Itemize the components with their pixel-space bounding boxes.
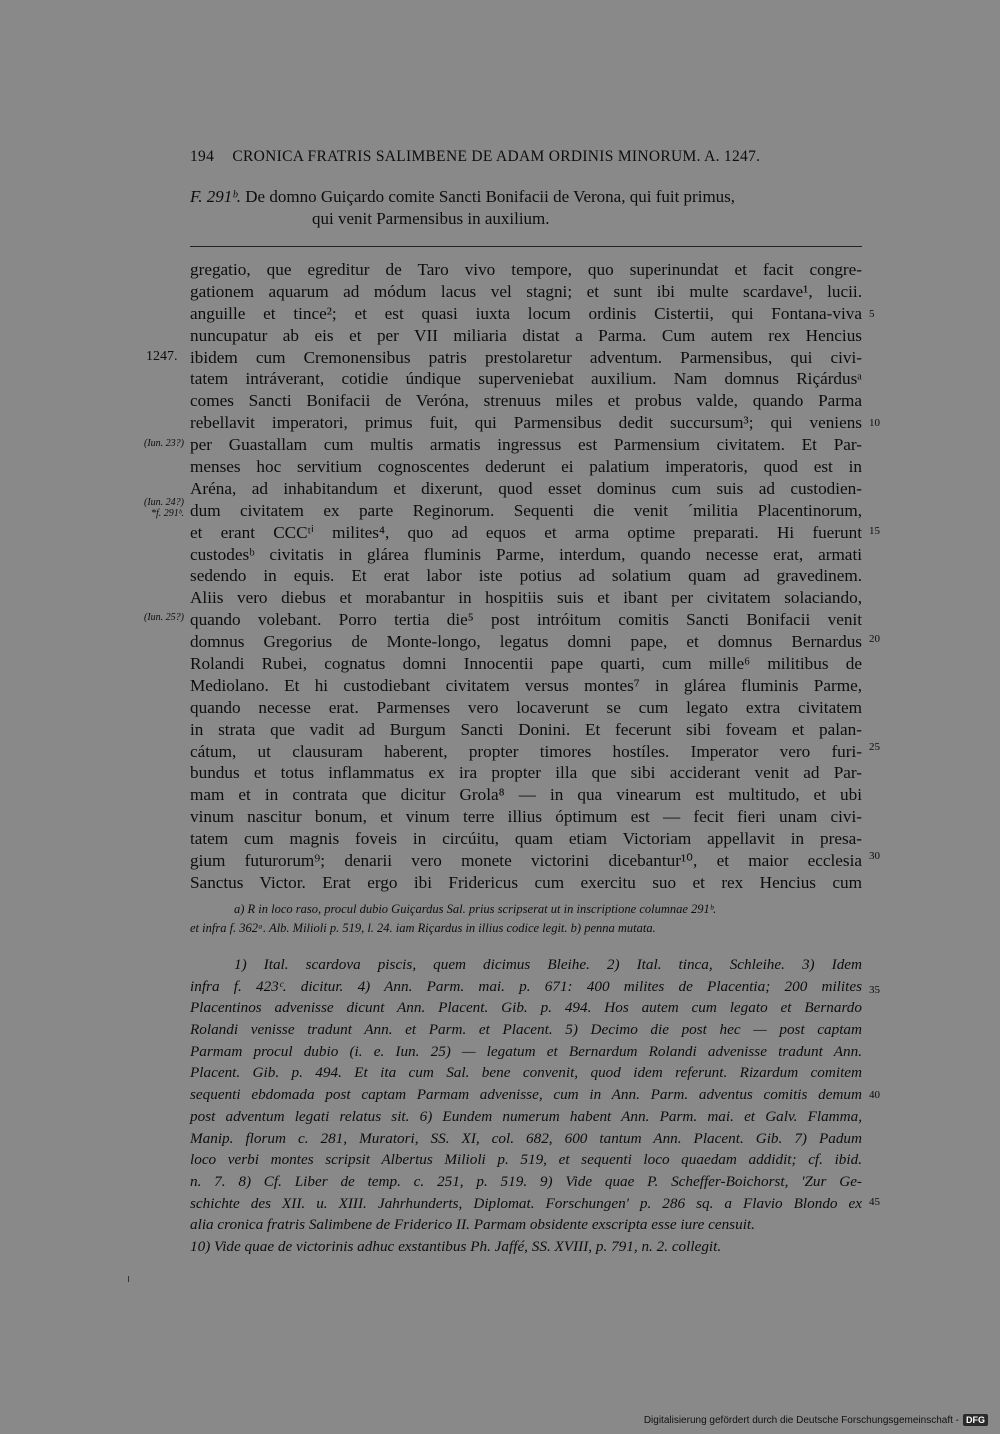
text-line: gium futurorum⁹; denarii vero monete victorini dicebantur¹⁰, et maior ecclesia [190,851,862,871]
footnote-line: Rolandi venisse tradunt Ann. et Parm. et Placent. 5) Decimo die post hec — post captam [190,1021,862,1039]
footnote-line: 1) Ital. scardova piscis, quem dicimus Bleihe. 2) Ital. tinca, Schleihe. 3) Idem [234,956,862,973]
text-line: Mediolano. Et hi custodiebant civitatem versus montes⁷ in glárea fluminis Parme, [190,675,862,695]
text-line: Aliis vero diebus et morabantur in hospitiis suis et ibant per civitatem solaciando, [190,588,862,608]
line-number: 10 [869,417,880,429]
footnote-line: loco verbi montes scripsit Albertus Milioli p. 519, et sequenti loco quaedam addidit; cf. ibid. [190,1151,862,1169]
heading-rule [190,246,862,247]
margin-note: *f. 291ᵇ. [151,508,184,519]
text-line: et erant CCCᵗⁱ milites⁴, quo ad equos et arma optime preparati. Hi fuerunt [190,522,862,542]
margin-note: (Iun. 25?) [144,612,184,623]
text-line: Aréna, ad inhabitandum et dixerunt, quod esset dominus cum suis ad custodien- [190,478,862,498]
text-line: tatem intráverant, cotidie úndique superveniebat auxilium. Nam domnus Riçárdusᵃ [190,369,862,389]
text-line: bundus et totus inflammatus ex ira propter illa que sibi acciderant venit ad Par- [190,763,862,783]
heading-line-1: De domno Guiçardo comite Sancti Bonifacii de Verona, qui fuit primus, [245,187,736,206]
text-line: gationem aquarum ad módum lacus vel stagni; et sunt ibi multe scardave¹, lucii. [190,281,862,301]
text-line: in strata que vadit ad Burgum Sancti Donini. Et fecerunt sibi foveam et palan- [190,719,862,739]
folio-ref: F. 291ᵇ. [190,187,242,206]
dfg-logo-icon: DFG [963,1414,988,1426]
text-line: menses hoc servitium cognoscentes dederunt ei palatium imperatoris, quod est in [190,457,862,477]
footnote-line: schichte des XII. u. XIII. Jahrhunderts, Diplomat. Forschungen' p. 286 sq. a Flavio Blondo ex [190,1194,862,1212]
margin-note: (Iun. 24?) [144,497,184,508]
footnote-line: alia cronica fratris Salimbene de Friderico II. Parmam obsidente exscripta esse iure censuit. [190,1216,755,1234]
footnote-line: Placentinos advenisse dicunt Ann. Placent. Gib. p. 494. Hos autem cum legato et Bernardo [190,999,862,1017]
line-number: 25 [869,741,880,753]
text-line: tatem cum magnis foveis in circúitu, quam etiam Victoriam appellavit in presa- [190,829,862,849]
text-line: vinum nascitur bonum, et vinum terre illius óptimum est — fecit fieri unam civi- [190,807,862,827]
line-number: 15 [869,525,880,537]
footer-text: Digitalisierung gefördert durch die Deutsche Forschungsgemeinschaft - [643,1414,959,1426]
line-number: 40 [869,1089,880,1101]
line-number: 35 [869,984,880,996]
footnote-line: n. 7. 8) Cf. Liber de temp. c. 251, p. 519. 9) Vide quae P. Scheffer-Boichorst, 'Zur Ge- [190,1172,862,1190]
chapter-heading [190,186,870,230]
text-line: comes Sancti Bonifacii de Veróna, strenuus miles et probus valde, quando Parma [190,391,862,411]
running-title: CRONICA FRATRIS SALIMBENE DE ADAM ORDINIS MINORUM. A. 1247. [232,148,761,165]
footnote-line: infra f. 423ᶜ. dicitur. 4) Ann. Parm. mai. p. 671: 400 milites de Placentia; 200 milites [190,977,862,995]
line-number: 30 [869,850,880,862]
line-number: 45 [869,1196,880,1208]
text-line: nuncupatur ab eis et per VII miliaria distat a Parma. Cum autem rex Hencius [190,325,862,345]
margin-year: 1247. [146,349,178,364]
margin-note: (Iun. 23?) [144,438,184,449]
text-line: Rolandi Rubei, cognatus domni Innocentii pape quarti, cum mille⁶ militibus de [190,654,862,674]
page-number: 194 [190,148,215,165]
footnote-line: Parmam procul dubio (i. e. Iun. 25) — legatum et Bernardum Rolandi advenisse tradunt Ann. [190,1042,862,1060]
print-mark [128,1276,129,1282]
running-header [190,148,870,166]
footnote-line: 10) Vide quae de victorinis adhuc exstantibus Ph. Jaffé, SS. XVIII, p. 791, n. 2. collegit. [190,1238,722,1255]
text-line: sedendo in equis. Et erat labor iste potius ad solatium quam ad gravedinem. [190,566,862,586]
apparatus-line: et infra f. 362ᵃ. Alb. Milioli p. 519, l. 24. iam Riçardus in illius codice legit. b) penna mutata. [190,921,656,935]
line-number: 5 [869,308,875,320]
text-line: custodesᵇ civitatis in glárea fluminis Parme, interdum, quando necesse erat, armati [190,544,862,564]
line-number: 20 [869,633,880,645]
text-line: rebellavit imperatori, primus fuit, qui Parmensibus dedit succursum³; qui veniens [190,413,862,433]
critical-apparatus [190,900,862,938]
text-line: cátum, ut clausuram haberent, propter timores hostíles. Imperator vero furi- [190,741,862,761]
main-text [190,259,862,916]
apparatus-line: a) R in loco raso, procul dubio Guiçardus Sal. prius scripserat ut in inscriptione columnae 291ᵇ. [234,902,717,916]
text-line: per Guastallam cum multis armatis ingressus est Parmensium civitatem. Et Par- [190,435,862,455]
footnotes [190,954,862,1236]
text-line: quando necesse erat. Parmenses vero locaverunt se cum legato extra civitatem [190,697,862,717]
text-line: mam et in contrata que dicitur Grola⁸ — in qua vinearum est multitudo, et ubi [190,785,862,805]
footer-credit [644,1414,988,1426]
footnote-line: Placent. Gib. p. 494. Et ita cum Sal. bene convenit, quod idem referunt. Rizardum comitem [190,1064,862,1082]
text-line: gregatio, que egreditur de Taro vivo tempore, quo superinundat et facit congre- [190,260,862,279]
text-line: ibidem cum Cremonensibus patris prestolaretur adventum. Parmensibus, qui civi- [190,347,862,367]
text-line: Sanctus Victor. Erat ergo ibi Fridericus cum exercitu suo et rex Hencius cum [190,872,862,892]
footnote-line: Manip. florum c. 281, Muratori, SS. XI, col. 682, 600 tantum Ann. Placent. Gib. 7) Padum [190,1129,862,1147]
text-line: domnus Gregorius de Monte-longo, legatus domni pape, et domnus Bernardus [190,632,862,652]
text-line: quando volebant. Porro tertia die⁵ post intróitum comitis Sancti Bonifacii venit [190,610,862,630]
heading-line-2: qui venit Parmensibus in auxilium. [312,209,550,228]
text-line: dum civitatem ex parte Reginorum. Sequenti die venit ´militia Placentinorum, [190,500,862,520]
footnote-line: sequenti ebdomada post captam Parmam advenisse, cum in Ann. Parm. adventus comitis demum [190,1086,862,1104]
text-line: anguille et tince²; et est quasi iuxta locum ordinis Cistertii, qui Fontana-viva [190,303,862,323]
footnote-line: post adventum legati relatus sit. 6) Eundem numerum habent Ann. Parm. mai. et Galv. Flamma, [190,1107,862,1125]
